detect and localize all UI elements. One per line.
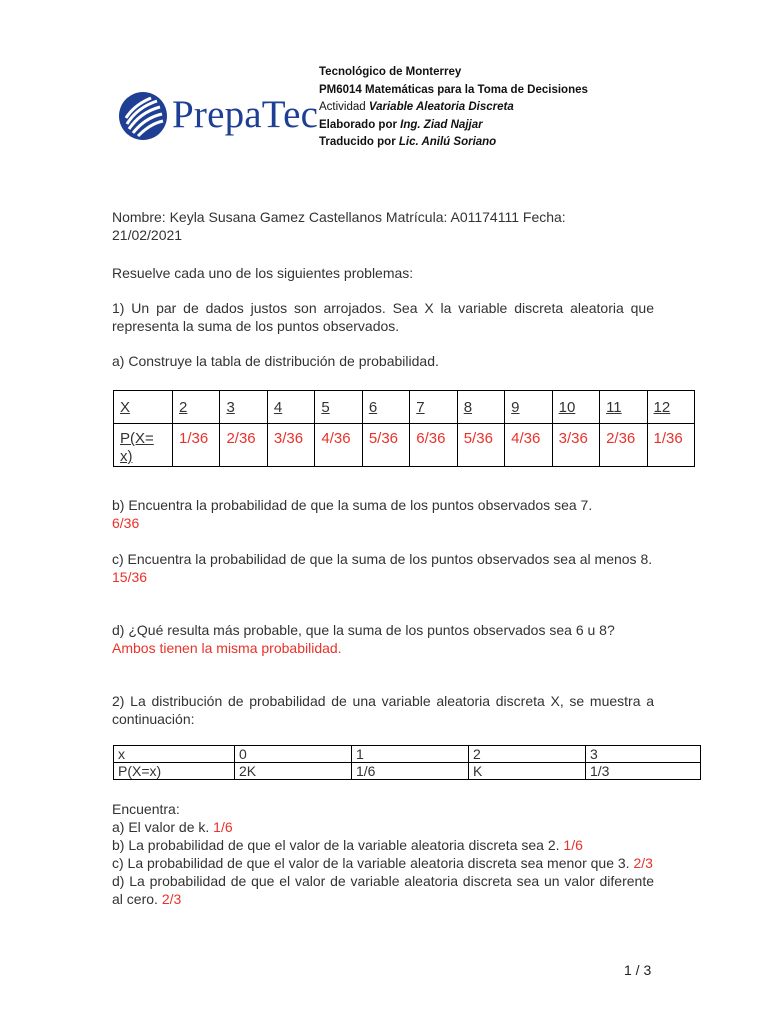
answer-d: 2/3 — [161, 891, 182, 907]
translator-line: Traducido por Lic. Anilú Soriano — [319, 136, 497, 148]
document-header — [319, 64, 588, 152]
table-cell: 11 — [600, 391, 647, 424]
table-cell: 8 — [457, 391, 504, 424]
prepatec-emblem-icon — [118, 90, 170, 142]
course-name: PM6014 Matemáticas para la Toma de Decisiones — [319, 83, 588, 96]
table-cell: 6/36 — [410, 424, 457, 467]
probability-distribution-table-1 — [113, 390, 695, 467]
problem-1-statement: 1) Un par de dados justos son arrojados. Sea X la variable discreta aleatoria que representa la suma de los puntos observados. — [112, 300, 654, 334]
table-cell: 2 — [469, 746, 586, 763]
problem-2-statement: 2) La distribución de probabilidad de una variable aleatoria discreta X, se muestra a continuación: — [112, 693, 654, 727]
problem-1-part-a: a) Construye la tabla de distribución de probabilidad. — [112, 353, 439, 369]
table-header-x: x — [114, 746, 235, 763]
table-cell: 4/36 — [315, 424, 362, 467]
table-cell: 9 — [505, 391, 552, 424]
answer-b: 1/6 — [563, 837, 583, 853]
table-cell: 2 — [173, 391, 220, 424]
find-label: Encuentra: — [112, 801, 180, 817]
question-b: b) La probabilidad de que el valor de la variable aleatoria discreta sea 2. 1/6 — [112, 837, 583, 853]
activity-name: Variable Aleatoria Discreta — [368, 101, 514, 113]
table-cell: 5/36 — [457, 424, 504, 467]
logo-text: PrepaTec — [172, 93, 319, 136]
table-row-p — [114, 424, 695, 467]
institution-name: Tecnológico de Monterrey — [319, 66, 462, 78]
table-cell: 5 — [315, 391, 362, 424]
table-row-x — [114, 746, 701, 763]
author-line: Elaborado por Ing. Ziad Najjar — [319, 118, 483, 131]
table-cell: 2/36 — [600, 424, 647, 467]
table-header-x: X — [114, 391, 173, 424]
table-cell: 3/36 — [552, 424, 599, 467]
question-c: c) La probabilidad de que el valor de la variable aleatoria discreta sea menor que 3. 2/3 — [112, 855, 653, 871]
table-row-p — [114, 763, 701, 780]
probability-distribution-table-2 — [113, 745, 701, 780]
student-info: Nombre: Keyla Susana Gamez Castellanos Matrícula: A01174111 Fecha: 21/02/2021 — [112, 209, 566, 243]
table-cell: 2K — [235, 763, 352, 780]
table-cell: 12 — [647, 391, 694, 424]
page-number: 1 / 3 — [624, 962, 652, 978]
table-header-p: P(X= x) — [114, 424, 173, 467]
instructions: Resuelve cada uno de los siguientes problemas: — [112, 265, 414, 281]
table-cell: 6 — [362, 391, 409, 424]
table-cell: 7 — [410, 391, 457, 424]
answer-b: 6/36 — [112, 515, 140, 531]
table-cell: 1 — [352, 746, 469, 763]
answer-c: 15/36 — [112, 569, 148, 585]
table-cell: 3 — [586, 746, 701, 763]
problem-2-questions — [112, 800, 654, 908]
table-cell: 4 — [267, 391, 314, 424]
table-row-x — [114, 391, 695, 424]
table-cell: 1/6 — [352, 763, 469, 780]
table-cell: 4/36 — [505, 424, 552, 467]
answer-a: 1/6 — [213, 819, 233, 835]
author-name: Ing. Ziad Najjar — [400, 118, 483, 131]
table-cell: 3 — [220, 391, 267, 424]
answer-c: 2/3 — [633, 855, 653, 871]
table-cell: 1/36 — [647, 424, 694, 467]
table-header-p: P(X=x) — [114, 763, 235, 780]
table-cell: K — [469, 763, 586, 780]
answer-d: Ambos tienen la misma probabilidad. — [112, 640, 342, 656]
table-cell: 3/36 — [267, 424, 314, 467]
question-a: a) El valor de k. 1/6 — [112, 819, 233, 835]
problem-1-part-d: d) ¿Qué resulta más probable, que la suma de los puntos observados sea 6 u 8? Ambos tienen la misma probabilidad. — [112, 621, 654, 657]
table-cell: 1/3 — [586, 763, 701, 780]
prepatec-logo — [118, 90, 319, 146]
table-cell: 10 — [552, 391, 599, 424]
question-d: d) La probabilidad de que el valor de variable aleatoria discreta sea un valor diferente al cero. 2/3 — [112, 873, 654, 907]
table-cell: 2/36 — [220, 424, 267, 467]
problem-1-part-b: b) Encuentra la probabilidad de que la suma de los puntos observados sea 7. 6/36 — [112, 496, 654, 532]
activity-line: Actividad Variable Aleatoria Discreta — [319, 101, 514, 113]
table-cell: 5/36 — [362, 424, 409, 467]
table-cell: 0 — [235, 746, 352, 763]
problem-1-part-c: c) Encuentra la probabilidad de que la suma de los puntos observados sea al menos 8. 15/36 — [112, 551, 653, 585]
translator-name: Lic. Anilú Soriano — [398, 136, 497, 148]
table-cell: 1/36 — [173, 424, 220, 467]
